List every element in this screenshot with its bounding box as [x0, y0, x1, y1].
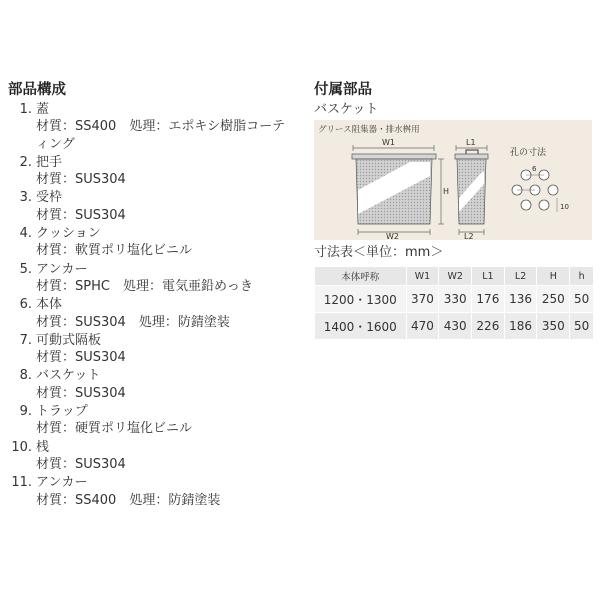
table-cell: 50 [570, 313, 594, 340]
hole-detail [512, 165, 569, 212]
table-cell: 1400・1600 [315, 313, 407, 340]
part-material: 材質：硬質ポリ塩化ビニル [36, 421, 193, 437]
part-number: 5. [19, 261, 32, 277]
part-name: アンカー [36, 261, 88, 277]
part-name: 把手 [36, 154, 63, 170]
part-name: 桟 [36, 439, 50, 455]
part-material: 材質：SUS304 [36, 207, 126, 223]
table-cell: 186 [504, 313, 537, 340]
table-cell: 176 [472, 286, 505, 313]
parts-list-item [8, 225, 298, 260]
part-name: 蓋 [36, 102, 50, 117]
side-view [455, 138, 488, 240]
part-name-line [8, 261, 298, 278]
table-header-cell: 本体呼称 [315, 267, 407, 286]
basket-subheading: バスケット [314, 102, 379, 117]
w2-label: W2 [386, 232, 399, 240]
parts-section [8, 80, 298, 510]
part-number: 7. [19, 332, 32, 348]
dimension-table [314, 266, 594, 340]
parts-list-item [8, 474, 298, 509]
part-name-line [8, 154, 298, 171]
parts-list-item [8, 332, 298, 367]
dimension-table-header [315, 267, 594, 286]
table-header-cell: L1 [472, 267, 505, 286]
part-name: バスケット [36, 368, 101, 384]
part-number: 9. [19, 404, 32, 420]
part-name-line [8, 296, 298, 313]
part-number: 4. [19, 226, 32, 242]
part-material: 材質：SUS304 [36, 172, 126, 188]
table-header-cell: L2 [504, 267, 537, 286]
basket-diagram [314, 120, 592, 240]
parts-list-item [8, 296, 298, 331]
part-name-line [8, 403, 298, 420]
table-cell: 50 [570, 286, 594, 313]
part-name-line [8, 332, 298, 349]
table-header-cell: H [537, 267, 570, 286]
table-cell: 1200・1300 [315, 286, 407, 313]
part-name-line [8, 439, 298, 456]
part-name: 本体 [36, 297, 63, 313]
part-material: 材質：SUS304 処理：防錆塗装 [36, 314, 230, 330]
part-material: 材質：SS400 処理：防錆塗装 [36, 492, 221, 508]
table-row [315, 286, 594, 313]
table-cell: 330 [439, 286, 472, 313]
parts-list-item [8, 367, 298, 402]
part-material: 材質：SS400 処理：エポキシ樹脂コーティング [36, 119, 286, 152]
front-view [352, 138, 449, 240]
part-number: 6. [19, 297, 32, 313]
h-label: H [443, 187, 450, 196]
table-header-cell: h [570, 267, 594, 286]
part-number: 10. [11, 439, 32, 455]
table-cell: 470 [406, 313, 439, 340]
parts-list-item [8, 189, 298, 224]
accessory-heading: 付属部品 [314, 82, 372, 98]
part-number: 11. [11, 475, 32, 491]
part-name: トラップ [36, 404, 88, 420]
part-material: 材質：SUS304 [36, 350, 126, 366]
part-name-line [8, 225, 298, 242]
parts-list-item [8, 403, 298, 438]
parts-list-item [8, 261, 298, 296]
table-header-cell: W2 [439, 267, 472, 286]
table-cell: 136 [504, 286, 537, 313]
parts-list-item [8, 439, 298, 474]
dimension-table-title: 寸法表＜単位：mm＞ [314, 245, 444, 260]
part-number: 1. [19, 102, 32, 117]
part-name: 可動式隔板 [36, 332, 102, 348]
l1-label: L1 [466, 138, 476, 147]
parts-heading: 部品構成 [8, 82, 66, 98]
part-name: アンカー [36, 475, 88, 491]
part-name-line [8, 474, 298, 491]
part-name-line [8, 189, 298, 206]
table-header-cell: W1 [406, 267, 439, 286]
w1-label: W1 [382, 138, 395, 147]
part-name-line [8, 367, 298, 384]
parts-list-item [8, 101, 298, 153]
part-material: 材質：SPHC 処理：電気亜鉛めっき [36, 278, 253, 294]
parts-list-item [8, 154, 298, 189]
table-row [315, 313, 594, 340]
table-cell: 226 [472, 313, 505, 340]
part-name-line [8, 101, 298, 118]
hole-size-label: 孔の寸法 [510, 148, 547, 158]
hole-dim-label: 6 [532, 165, 537, 173]
basket-drawing [314, 120, 592, 240]
table-cell: 430 [439, 313, 472, 340]
diagram-title: グリース阻集器・排水桝用 [318, 125, 420, 135]
part-material: 材質：軟質ポリ塩化ビニル [36, 243, 193, 259]
part-material: 材質：SUS304 [36, 456, 126, 472]
part-number: 2. [19, 154, 32, 170]
part-material: 材質：SUS304 [36, 385, 126, 401]
table-cell: 370 [406, 286, 439, 313]
hole-pitch-label: 10 [560, 203, 569, 211]
table-cell: 250 [537, 286, 570, 313]
table-cell: 350 [537, 313, 570, 340]
part-number: 8. [19, 368, 32, 384]
accessory-section [314, 80, 594, 340]
part-name: クッション [36, 226, 101, 242]
l2-label: L2 [464, 232, 474, 240]
part-number: 3. [19, 190, 32, 206]
parts-list [8, 101, 298, 509]
part-name: 受枠 [36, 190, 63, 206]
